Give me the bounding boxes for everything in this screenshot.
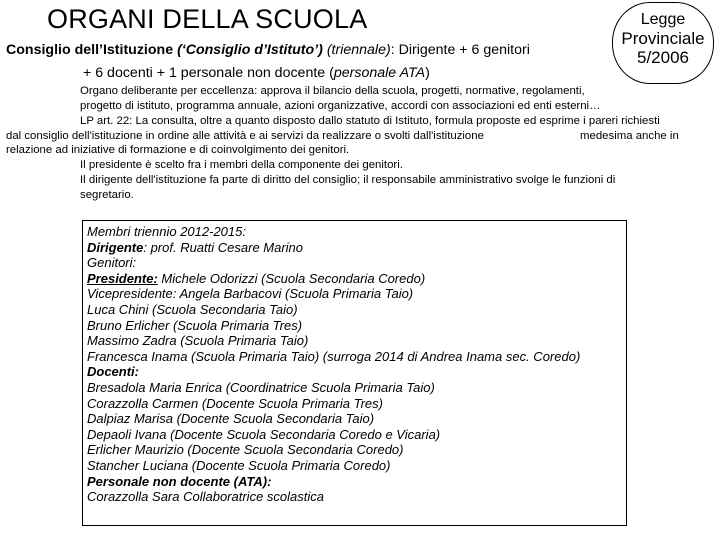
- consiglio-line-2: [83, 65, 430, 81]
- dirigente-row: [87, 240, 626, 256]
- description-line-4b: medesima anche in: [580, 130, 679, 142]
- description-line-8: segretario.: [80, 189, 134, 201]
- consiglio-alias: (‘Consiglio d’Istituto’): [177, 42, 323, 58]
- legge-label: Legge: [640, 11, 686, 28]
- consiglio-duration: (triennale): [326, 42, 391, 58]
- consiglio-line-1: [6, 42, 530, 58]
- vicepresidente-row: Vicepresidente: Angela Barbacovi (Scuola Primaria Taio): [87, 286, 414, 302]
- members-box: [82, 220, 627, 526]
- dirigente-value: : prof. Ruatti Cesare Marino: [143, 239, 304, 255]
- ata-members-label: Personale non docente (ATA):: [87, 473, 272, 489]
- docente-item: Corazzolla Carmen (Docente Scuola Primaria Tres): [87, 395, 383, 411]
- docente-item: Bresadola Maria Enrica (Coordinatrice Scuola Primaria Taio): [87, 379, 435, 395]
- description-line-5: relazione ad iniziative di formazione e di coinvolgimento dei genitori.: [6, 144, 350, 156]
- genitore-item: Luca Chini (Scuola Secondaria Taio): [87, 301, 298, 317]
- genitori-label: Genitori:: [87, 255, 137, 271]
- docenti-label: Docenti:: [87, 364, 139, 380]
- description-line-7: Il dirigente dell'istituzione fa parte di diritto del consiglio; il responsabile amministrativo svolge le funzioni di: [80, 174, 616, 186]
- description-line-1: Organo deliberante per eccellenza: approva il bilancio della scuola, progetti, normative, regolamenti,: [80, 85, 585, 97]
- ata-label: personale ATA: [333, 65, 426, 81]
- description-line-2: progetto di istituto, programma annuale, azioni organizzative, accordi con associazioni ed enti esterni…: [80, 100, 601, 112]
- consiglio-name: Consiglio dell’Istituzione: [6, 42, 174, 58]
- legge-provinciale-badge: [612, 2, 714, 84]
- genitore-item: Francesca Inama (Scuola Primaria Taio) (surroga 2014 di Andrea Inama sec. Coredo): [87, 348, 581, 364]
- page-title: ORGANI DELLA SCUOLA: [47, 4, 368, 34]
- presidente-label: Presidente:: [87, 270, 158, 286]
- consiglio-composition-2: + 6 docenti + 1 personale non docente (: [83, 65, 334, 81]
- members-heading: Membri triennio 2012-2015:: [87, 224, 246, 239]
- description-line-6: Il presidente è scelto fra i membri della componente dei genitori.: [80, 159, 403, 171]
- consiglio-composition-1: : Dirigente + 6 genitori: [390, 42, 530, 58]
- description-line-4a: dal consiglio dell'istituzione in ordine alle attività e ai servizi da realizzare o svolti dall'istituzione: [6, 130, 484, 142]
- description-line-3: LP art. 22: La consulta, oltre a quanto disposto dallo statuto di Istituto, formula proposte ed esprime i pareri richiesti: [80, 115, 660, 127]
- presidente-value: Michele Odorizzi (Scuola Secondaria Coredo): [157, 270, 426, 286]
- close-paren: ): [425, 65, 430, 81]
- legge-number: 5/2006: [637, 48, 689, 67]
- docente-item: Depaoli Ivana (Docente Scuola Secondaria Coredo e Vicaria): [87, 426, 441, 442]
- dirigente-label: Dirigente: [87, 239, 144, 255]
- docente-item: Dalpiaz Marisa (Docente Scuola Secondaria Taio): [87, 411, 375, 427]
- genitore-item: Bruno Erlicher (Scuola Primaria Tres): [87, 317, 303, 333]
- genitore-item: Massimo Zadra (Scuola Primaria Taio): [87, 333, 309, 349]
- ata-member-item: Corazzolla Sara Collaboratrice scolastica: [87, 489, 324, 505]
- docente-item: Erlicher Maurizio (Docente Scuola Secondaria Coredo): [87, 442, 404, 458]
- docente-item: Stancher Luciana (Docente Scuola Primaria Coredo): [87, 457, 391, 473]
- provinciale-label: Provinciale: [621, 29, 705, 48]
- presidente-row: [87, 271, 626, 287]
